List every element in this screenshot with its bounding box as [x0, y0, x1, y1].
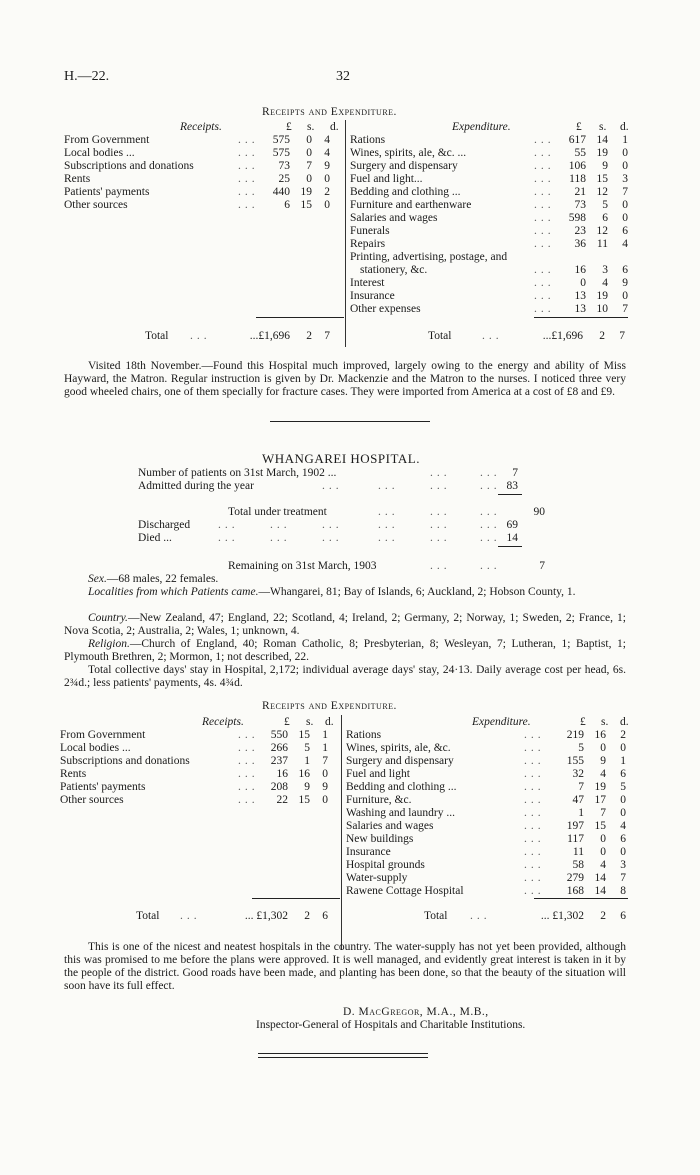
t1-expenditure-amount	[560, 251, 628, 264]
t1-expenditure-amount: 23 12 6	[574, 225, 628, 237]
t1-receipt-label: Patients' payments	[64, 186, 150, 198]
t2-expenditure-label: Fuel and light	[346, 768, 410, 780]
t1-expenditure-amount: 106 9 0	[568, 160, 628, 172]
table1-total-expenditure: ...£1,696 2 7	[542, 330, 625, 342]
table2-expenditure-pound-header: £	[580, 716, 586, 728]
t2-receipt-label: Local bodies ...	[60, 742, 131, 754]
localities-paragraph: Localities from which Patients came.—Whangarei, 81; Bay of Islands, 6; Auckland, 2; Hobson County, 1.	[88, 586, 576, 598]
t1-receipt-amount: 73 7 9	[278, 160, 330, 172]
table2-receipts-pound-header: £	[284, 716, 290, 728]
table1-receipts-heading: Receipts.	[180, 121, 222, 133]
table1-expenditure-shilling-header: s.	[599, 121, 607, 133]
table1-expenditure-heading: Expenditure.	[452, 121, 511, 133]
t2-expenditure-amount: 1 7 0	[578, 807, 626, 819]
t1-expenditure-label: Repairs	[350, 238, 386, 250]
t2-expenditure-amount: 5 0 0	[578, 742, 626, 754]
stat-remaining: Remaining on 31st March, 1903	[228, 560, 377, 572]
stat-admitted: Admitted during the year	[138, 480, 254, 492]
t2-expenditure-label: Water-supply	[346, 872, 408, 884]
sex-paragraph: Sex.—68 males, 22 females.	[88, 573, 219, 585]
t1-expenditure-label: Fuel and light...	[350, 173, 423, 185]
stat-remaining-value: 7	[539, 560, 545, 572]
t1-expenditure-label: Funerals	[350, 225, 390, 237]
t2-receipt-amount: 22 15 0	[276, 794, 328, 806]
t2-expenditure-amount: 47 17 0	[572, 794, 626, 806]
t1-expenditure-label: Surgery and dispensary	[350, 160, 458, 172]
t1-receipt-amount: 6 15 0	[284, 199, 330, 211]
table1-total-receipts-label: Total	[145, 330, 169, 342]
t1-expenditure-label: stationery, &c.	[360, 264, 428, 276]
table1-receipts-pence-header: d.	[330, 121, 339, 133]
t1-expenditure-label: Printing, advertising, postage, and	[350, 251, 508, 263]
t2-expenditure-label: Furniture, &c.	[346, 794, 412, 806]
table2-receipts-pence-header: d.	[325, 716, 334, 728]
page-number: 32	[336, 69, 350, 84]
t2-expenditure-label: Salaries and wages	[346, 820, 434, 832]
t1-expenditure-amount: 118 15 3	[569, 173, 628, 185]
t2-receipt-amount: 16 16 0	[276, 768, 328, 780]
stay-paragraph: Total collective days' stay in Hospital, 2,172; individual average days' stay, 24·13. Daily average cost per head, 6s. 2¾d.; less patients' payments, 4s. 4¾d.	[64, 664, 626, 689]
t1-expenditure-amount: 73 5 0	[574, 199, 628, 211]
t2-expenditure-amount: 197 15 4	[566, 820, 626, 832]
t2-receipt-amount: 266 5 1	[270, 742, 328, 754]
table2-receipts-shilling-header: s.	[306, 716, 314, 728]
t2-receipt-label: Rents	[60, 768, 87, 780]
country-paragraph: Country.—New Zealand, 47; England, 22; Scotland, 4; Ireland, 2; Germany, 2; Norway, 1; Sweden, 2; France, 1; Nova Scotia, 2; Australia, 2; Wales, 1; unknown, 4.	[64, 612, 626, 637]
t1-receipt-label: Subscriptions and donations	[64, 160, 194, 172]
t2-expenditure-amount: 11 0 0	[572, 846, 626, 858]
table1-total-expenditure-label: Total	[428, 330, 452, 342]
t1-expenditure-amount: 16 3 6	[574, 264, 628, 276]
t1-receipt-label: Other sources	[64, 199, 128, 211]
t2-expenditure-label: Wines, spirits, ale, &c.	[346, 742, 451, 754]
stat-died-value: 14	[506, 532, 518, 544]
stat-total-treatment: Total under treatment	[228, 506, 327, 518]
t1-expenditure-label: Salaries and wages	[350, 212, 438, 224]
table2-expenditure-pence-header: d.	[620, 716, 629, 728]
t2-expenditure-label: Rations	[346, 729, 382, 741]
t2-receipt-amount: 237 1 7	[270, 755, 328, 767]
table2-expenditure-shilling-header: s.	[601, 716, 609, 728]
table2-total-receipts: ... £1,302 2 6	[244, 910, 328, 922]
t1-expenditure-label: Interest	[350, 277, 385, 289]
t2-expenditure-label: Rawene Cottage Hospital	[346, 885, 464, 897]
table1-receipts-shilling-header: s.	[307, 121, 315, 133]
t1-receipt-label: From Government	[64, 134, 150, 146]
t1-receipt-label: Rents	[64, 173, 91, 185]
t1-expenditure-amount: 21 12 7	[574, 186, 628, 198]
t1-expenditure-label: Furniture and earthenware	[350, 199, 472, 211]
table2-expenditure-heading: Expenditure.	[472, 716, 531, 728]
t1-receipt-amount: 25 0 0	[278, 173, 330, 185]
t1-expenditure-amount: 13 19 0	[574, 290, 628, 302]
table2-total-expenditure: ... £1,302 2 6	[540, 910, 626, 922]
stat-discharged: Discharged	[138, 519, 191, 531]
stat-patients-1902-value: 7	[512, 467, 518, 479]
table1-total-receipts: ...£1,696 2 7	[249, 330, 330, 342]
t1-receipt-amount: 440 19 2	[272, 186, 330, 198]
t2-expenditure-label: Bedding and clothing ...	[346, 781, 457, 793]
religion-paragraph: Religion.—Church of England, 40; Roman Catholic, 8; Presbyterian, 8; Wesleyan, 7; Lutheran, 1; Baptist, 1; Plymouth Brethren, 2; Mormon, 1; not described, 22.	[64, 638, 626, 663]
t2-expenditure-amount: 279 14 7	[566, 872, 626, 884]
t2-receipt-amount: 208 9 9	[270, 781, 328, 793]
table1-expenditure-pence-header: d.	[620, 121, 629, 133]
t1-receipt-label: Local bodies ...	[64, 147, 135, 159]
t2-expenditure-amount: 58 4 3	[572, 859, 626, 871]
t2-expenditure-label: Hospital grounds	[346, 859, 425, 871]
table1-receipts-pound-header: £	[286, 121, 292, 133]
t2-expenditure-amount: 155 9 1	[566, 755, 626, 767]
table2-receipts-heading: Receipts.	[202, 716, 244, 728]
t1-expenditure-label: Insurance	[350, 290, 395, 302]
stat-died: Died ...	[138, 532, 172, 544]
t2-receipt-label: Other sources	[60, 794, 124, 806]
t2-expenditure-label: New buildings	[346, 833, 414, 845]
t1-expenditure-amount: 13 10 7	[574, 303, 628, 315]
visit-note-2: This is one of the nicest and neatest hospitals in the country. The water-supply has not yet been provided, although this was promised to me before the plans were approved. It is well managed, and evidently great interest is taken in it by the people of the district. Good roads have been made, and planting has been done, so that the beauty of the situation will soon have its full effect.	[64, 941, 626, 992]
signature-title: Inspector-General of Hospitals and Charitable Institutions.	[256, 1019, 526, 1031]
t2-expenditure-label: Washing and laundry ...	[346, 807, 455, 819]
t1-expenditure-amount: 0 4 9	[580, 277, 628, 289]
t1-expenditure-label: Bedding and clothing ...	[350, 186, 461, 198]
t2-expenditure-amount: 168 14 8	[566, 885, 626, 897]
stat-discharged-value: 69	[506, 519, 518, 531]
t1-expenditure-amount: 55 19 0	[574, 147, 628, 159]
t1-receipt-amount: 575 0 4	[272, 134, 330, 146]
t2-expenditure-amount: 7 19 5	[578, 781, 626, 793]
table2-total-expenditure-label: Total	[424, 910, 448, 922]
t1-expenditure-label: Other expenses	[350, 303, 421, 315]
table2-total-receipts-label: Total	[136, 910, 160, 922]
t1-expenditure-label: Wines, spirits, ale, &c. ...	[350, 147, 467, 159]
t1-expenditure-amount: 36 11 4	[574, 238, 628, 250]
hospital-title: WHANGAREI HOSPITAL.	[262, 451, 420, 466]
t2-receipt-label: Patients' payments	[60, 781, 146, 793]
t2-expenditure-label: Surgery and dispensary	[346, 755, 454, 767]
table1-title: Receipts and Expenditure.	[262, 106, 397, 118]
t2-expenditure-label: Insurance	[346, 846, 391, 858]
table1-expenditure-pound-header: £	[576, 121, 582, 133]
stat-admitted-value: 83	[506, 480, 518, 492]
stat-total-treatment-value: 90	[533, 506, 545, 518]
t1-expenditure-amount: 598 6 0	[568, 212, 628, 224]
t1-receipt-amount: 575 0 4	[272, 147, 330, 159]
t2-expenditure-amount: 117 0 6	[567, 833, 626, 845]
t2-expenditure-amount: 32 4 6	[572, 768, 626, 780]
stat-patients-1902: Number of patients on 31st March, 1902 ...	[138, 467, 337, 479]
document-reference: H.—22.	[64, 69, 110, 84]
t2-receipt-label: From Government	[60, 729, 146, 741]
t2-expenditure-amount: 219 16 2	[566, 729, 626, 741]
t1-expenditure-label: Rations	[350, 134, 386, 146]
visit-note-1: Visited 18th November.—Found this Hospital much improved, largely owing to the energy and ability of Miss Hayward, the Matron. Regular instruction is given by Dr. Mackenzie and the Matron to the nurses. I noticed three very good wheeled chairs, one of them specially for fracture cases. They were imported from America at a cost of £8 and £9.	[64, 360, 626, 398]
signature-name: D. MacGregor, M.A., M.B.,	[343, 1006, 489, 1018]
t2-receipt-label: Subscriptions and donations	[60, 755, 190, 767]
table2-title: Receipts and Expenditure.	[262, 700, 397, 712]
t1-expenditure-amount: 617 14 1	[568, 134, 628, 146]
t2-receipt-amount: 550 15 1	[270, 729, 328, 741]
